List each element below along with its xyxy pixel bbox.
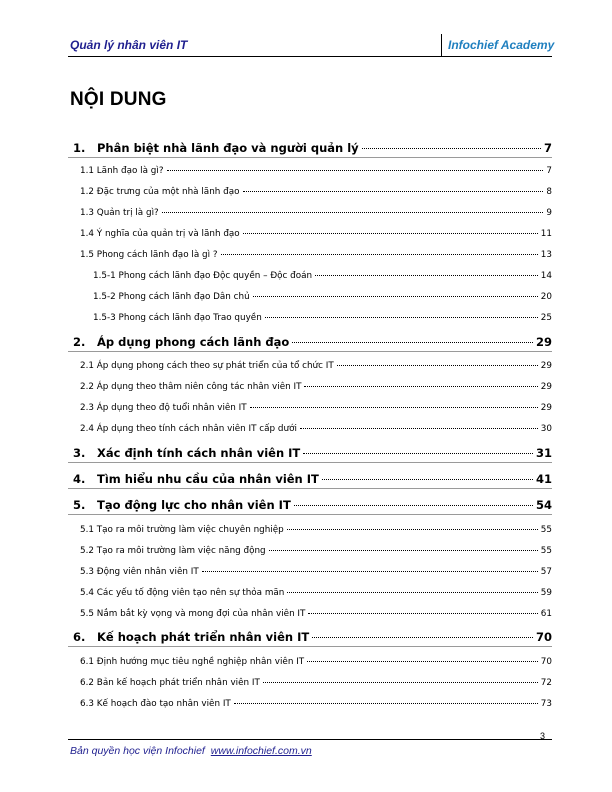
toc-subsection-entry[interactable] <box>68 313 552 323</box>
toc-dot-leader <box>287 592 537 593</box>
toc-chapter-separator <box>68 157 552 158</box>
toc-chapter-separator <box>68 462 552 463</box>
toc-section-entry[interactable] <box>68 678 552 688</box>
toc-chapter-title: Tìm hiểu nhu cầu của nhân viên IT <box>97 472 319 486</box>
toc-page-number: 13 <box>540 250 552 260</box>
toc-page-number: 29 <box>540 382 552 392</box>
toc-page-number: 14 <box>540 271 552 281</box>
toc-section-entry[interactable] <box>68 403 552 413</box>
toc-chapter-number: 3. <box>73 446 86 460</box>
toc-page-number: 31 <box>535 446 552 460</box>
toc-chapter-separator <box>68 514 552 515</box>
toc-entry-label: 1.5-1 Phong cách lãnh đạo Độc quyền – Độc đoán <box>93 271 313 281</box>
toc-chapter-entry[interactable] <box>68 472 552 486</box>
toc-section-entry[interactable] <box>68 208 552 218</box>
toc-page-number: 54 <box>535 498 552 512</box>
toc-dot-leader <box>287 529 538 530</box>
page-title: NỘI DUNG <box>70 89 167 110</box>
toc-subsection-entry[interactable] <box>68 292 552 302</box>
toc-chapter-entry[interactable] <box>68 630 552 644</box>
toc-entry-label: 1.5-2 Phong cách lãnh đạo Dân chủ <box>93 292 250 302</box>
toc-entry-label <box>68 141 359 155</box>
toc-entry-label <box>68 335 289 349</box>
toc-section-entry[interactable] <box>68 657 552 667</box>
toc-page-number: 72 <box>540 678 552 688</box>
toc-entry-label: 5.2 Tạo ra môi trường làm việc năng động <box>80 546 266 556</box>
toc-section-entry[interactable] <box>68 361 552 371</box>
toc-page-number: 9 <box>546 208 552 218</box>
toc-section-entry[interactable] <box>68 546 552 556</box>
toc-page-number: 7 <box>543 141 552 155</box>
toc-dot-leader <box>322 479 533 480</box>
toc-section-entry[interactable] <box>68 250 552 260</box>
toc-page-number: 29 <box>540 403 552 413</box>
toc-chapter-separator <box>68 646 552 647</box>
toc-dot-leader <box>253 296 538 297</box>
toc-dot-leader <box>269 550 538 551</box>
toc-dot-leader <box>234 703 538 704</box>
header-rule <box>68 56 552 57</box>
toc-entry-label <box>68 472 319 486</box>
toc-dot-leader <box>362 148 541 149</box>
toc-page-number: 20 <box>540 292 552 302</box>
toc-chapter-number: 1. <box>73 141 86 155</box>
toc-dot-leader <box>300 428 538 429</box>
toc-chapter-number: 2. <box>73 335 86 349</box>
toc-dot-leader <box>202 571 538 572</box>
toc-page-number: 29 <box>540 361 552 371</box>
toc-page-number: 11 <box>540 229 552 239</box>
toc-section-entry[interactable] <box>68 229 552 239</box>
toc-chapter-title: Xác định tính cách nhân viên IT <box>97 446 301 460</box>
toc-entry-label: 2.3 Áp dụng theo độ tuổi nhân viên IT <box>80 403 247 413</box>
toc-entry-label: 1.3 Quản trị là gì? <box>80 208 159 218</box>
toc-page-number: 8 <box>546 187 552 197</box>
toc-chapter-title: Kế hoạch phát triển nhân viên IT <box>97 630 310 644</box>
header-document-title: Quản lý nhân viên IT <box>70 38 188 52</box>
toc-page-number: 41 <box>535 472 552 486</box>
toc-section-entry[interactable] <box>68 166 552 176</box>
toc-section-entry[interactable] <box>68 567 552 577</box>
toc-chapter-title: Phân biệt nhà lãnh đạo và người quản lý <box>97 141 359 155</box>
toc-entry-label: 5.1 Tạo ra môi trường làm việc chuyên nghiệp <box>80 525 284 535</box>
toc-chapter-number: 4. <box>73 472 86 486</box>
toc-page-number: 55 <box>540 525 552 535</box>
toc-dot-leader <box>162 212 544 213</box>
toc-page-number: 73 <box>540 699 552 709</box>
toc-chapter-separator <box>68 488 552 489</box>
toc-entry-label: 2.1 Áp dụng phong cách theo sự phát triển của tổ chức IT <box>80 361 334 371</box>
toc-page-number: 61 <box>540 609 552 619</box>
header-organization: Infochief Academy <box>448 38 555 52</box>
toc-entry-label <box>68 446 300 460</box>
toc-entry-label: 6.1 Định hướng mục tiêu nghề nghiệp nhân viên IT <box>80 657 305 667</box>
toc-dot-leader <box>315 275 538 276</box>
toc-entry-label: 6.3 Kế hoạch đào tạo nhân viên IT <box>80 699 231 709</box>
toc-section-entry[interactable] <box>68 187 552 197</box>
toc-entry-label: 2.2 Áp dụng theo thâm niên công tác nhân viên IT <box>80 382 302 392</box>
toc-dot-leader <box>303 453 533 454</box>
toc-dot-leader <box>312 637 533 638</box>
toc-page-number: 55 <box>540 546 552 556</box>
toc-section-entry[interactable] <box>68 609 552 619</box>
toc-dot-leader <box>292 342 533 343</box>
toc-page-number: 70 <box>540 657 552 667</box>
toc-chapter-entry[interactable] <box>68 141 552 155</box>
toc-page-number: 25 <box>540 313 552 323</box>
toc-chapter-entry[interactable] <box>68 446 552 460</box>
footer-text: Bản quyền học viện Infochief <box>70 745 205 757</box>
toc-dot-leader <box>337 365 538 366</box>
toc-page-number: 30 <box>540 424 552 434</box>
toc-entry-label: 5.3 Động viên nhân viên IT <box>80 567 199 577</box>
toc-dot-leader <box>243 191 544 192</box>
toc-entry-label: 1.4 Ý nghĩa của quản trị và lãnh đạo <box>80 229 240 239</box>
toc-page-number: 29 <box>535 335 552 349</box>
toc-subsection-entry[interactable] <box>68 271 552 281</box>
toc-entry-label: 6.2 Bản kế hoạch phát triển nhân viên IT <box>80 678 260 688</box>
toc-dot-leader <box>308 613 537 614</box>
toc-dot-leader <box>294 505 533 506</box>
toc-section-entry[interactable] <box>68 424 552 434</box>
toc-entry-label <box>68 630 309 644</box>
toc-chapter-title: Tạo động lực cho nhân viên IT <box>97 498 291 512</box>
footer-rule <box>68 739 552 740</box>
toc-entry-label: 1.5 Phong cách lãnh đạo là gì ? <box>80 250 218 260</box>
toc-dot-leader <box>167 170 544 171</box>
toc-dot-leader <box>304 386 537 387</box>
toc-section-entry[interactable] <box>68 699 552 709</box>
toc-section-entry[interactable] <box>68 525 552 535</box>
toc-dot-leader <box>265 317 538 318</box>
page-number: 3 <box>540 731 546 741</box>
toc-page-number: 57 <box>540 567 552 577</box>
toc-dot-leader <box>250 407 538 408</box>
toc-section-entry[interactable] <box>68 382 552 392</box>
toc-entry-label: 1.5-3 Phong cách lãnh đạo Trao quyền <box>93 313 262 323</box>
toc-dot-leader <box>221 254 538 255</box>
toc-chapter-title: Áp dụng phong cách lãnh đạo <box>97 335 290 349</box>
toc-chapter-entry[interactable] <box>68 335 552 349</box>
toc-entry-label: 5.4 Các yếu tố động viên tạo nên sự thỏa mãn <box>80 588 285 598</box>
toc-page-number: 70 <box>535 630 552 644</box>
toc-chapter-number: 6. <box>73 630 86 644</box>
toc-chapter-separator <box>68 351 552 352</box>
footer-copyright <box>70 745 312 757</box>
toc-dot-leader <box>307 661 538 662</box>
toc-dot-leader <box>263 682 538 683</box>
toc-entry-label: 1.2 Đặc trưng của một nhà lãnh đạo <box>80 187 240 197</box>
toc-chapter-number: 5. <box>73 498 86 512</box>
toc-entry-label <box>68 498 291 512</box>
toc-page-number: 59 <box>540 588 552 598</box>
toc-dot-leader <box>243 233 538 234</box>
header-divider <box>441 34 442 56</box>
footer-website-link[interactable]: www.infochief.com.vn <box>210 745 312 757</box>
toc-chapter-entry[interactable] <box>68 498 552 512</box>
toc-entry-label: 2.4 Áp dụng theo tính cách nhân viên IT cấp dưới <box>80 424 297 434</box>
toc-entry-label: 5.5 Nắm bắt kỳ vọng và mong đợi của nhân viên IT <box>80 609 306 619</box>
toc-section-entry[interactable] <box>68 588 552 598</box>
toc-page-number: 7 <box>546 166 552 176</box>
toc-entry-label: 1.1 Lãnh đạo là gì? <box>80 166 164 176</box>
